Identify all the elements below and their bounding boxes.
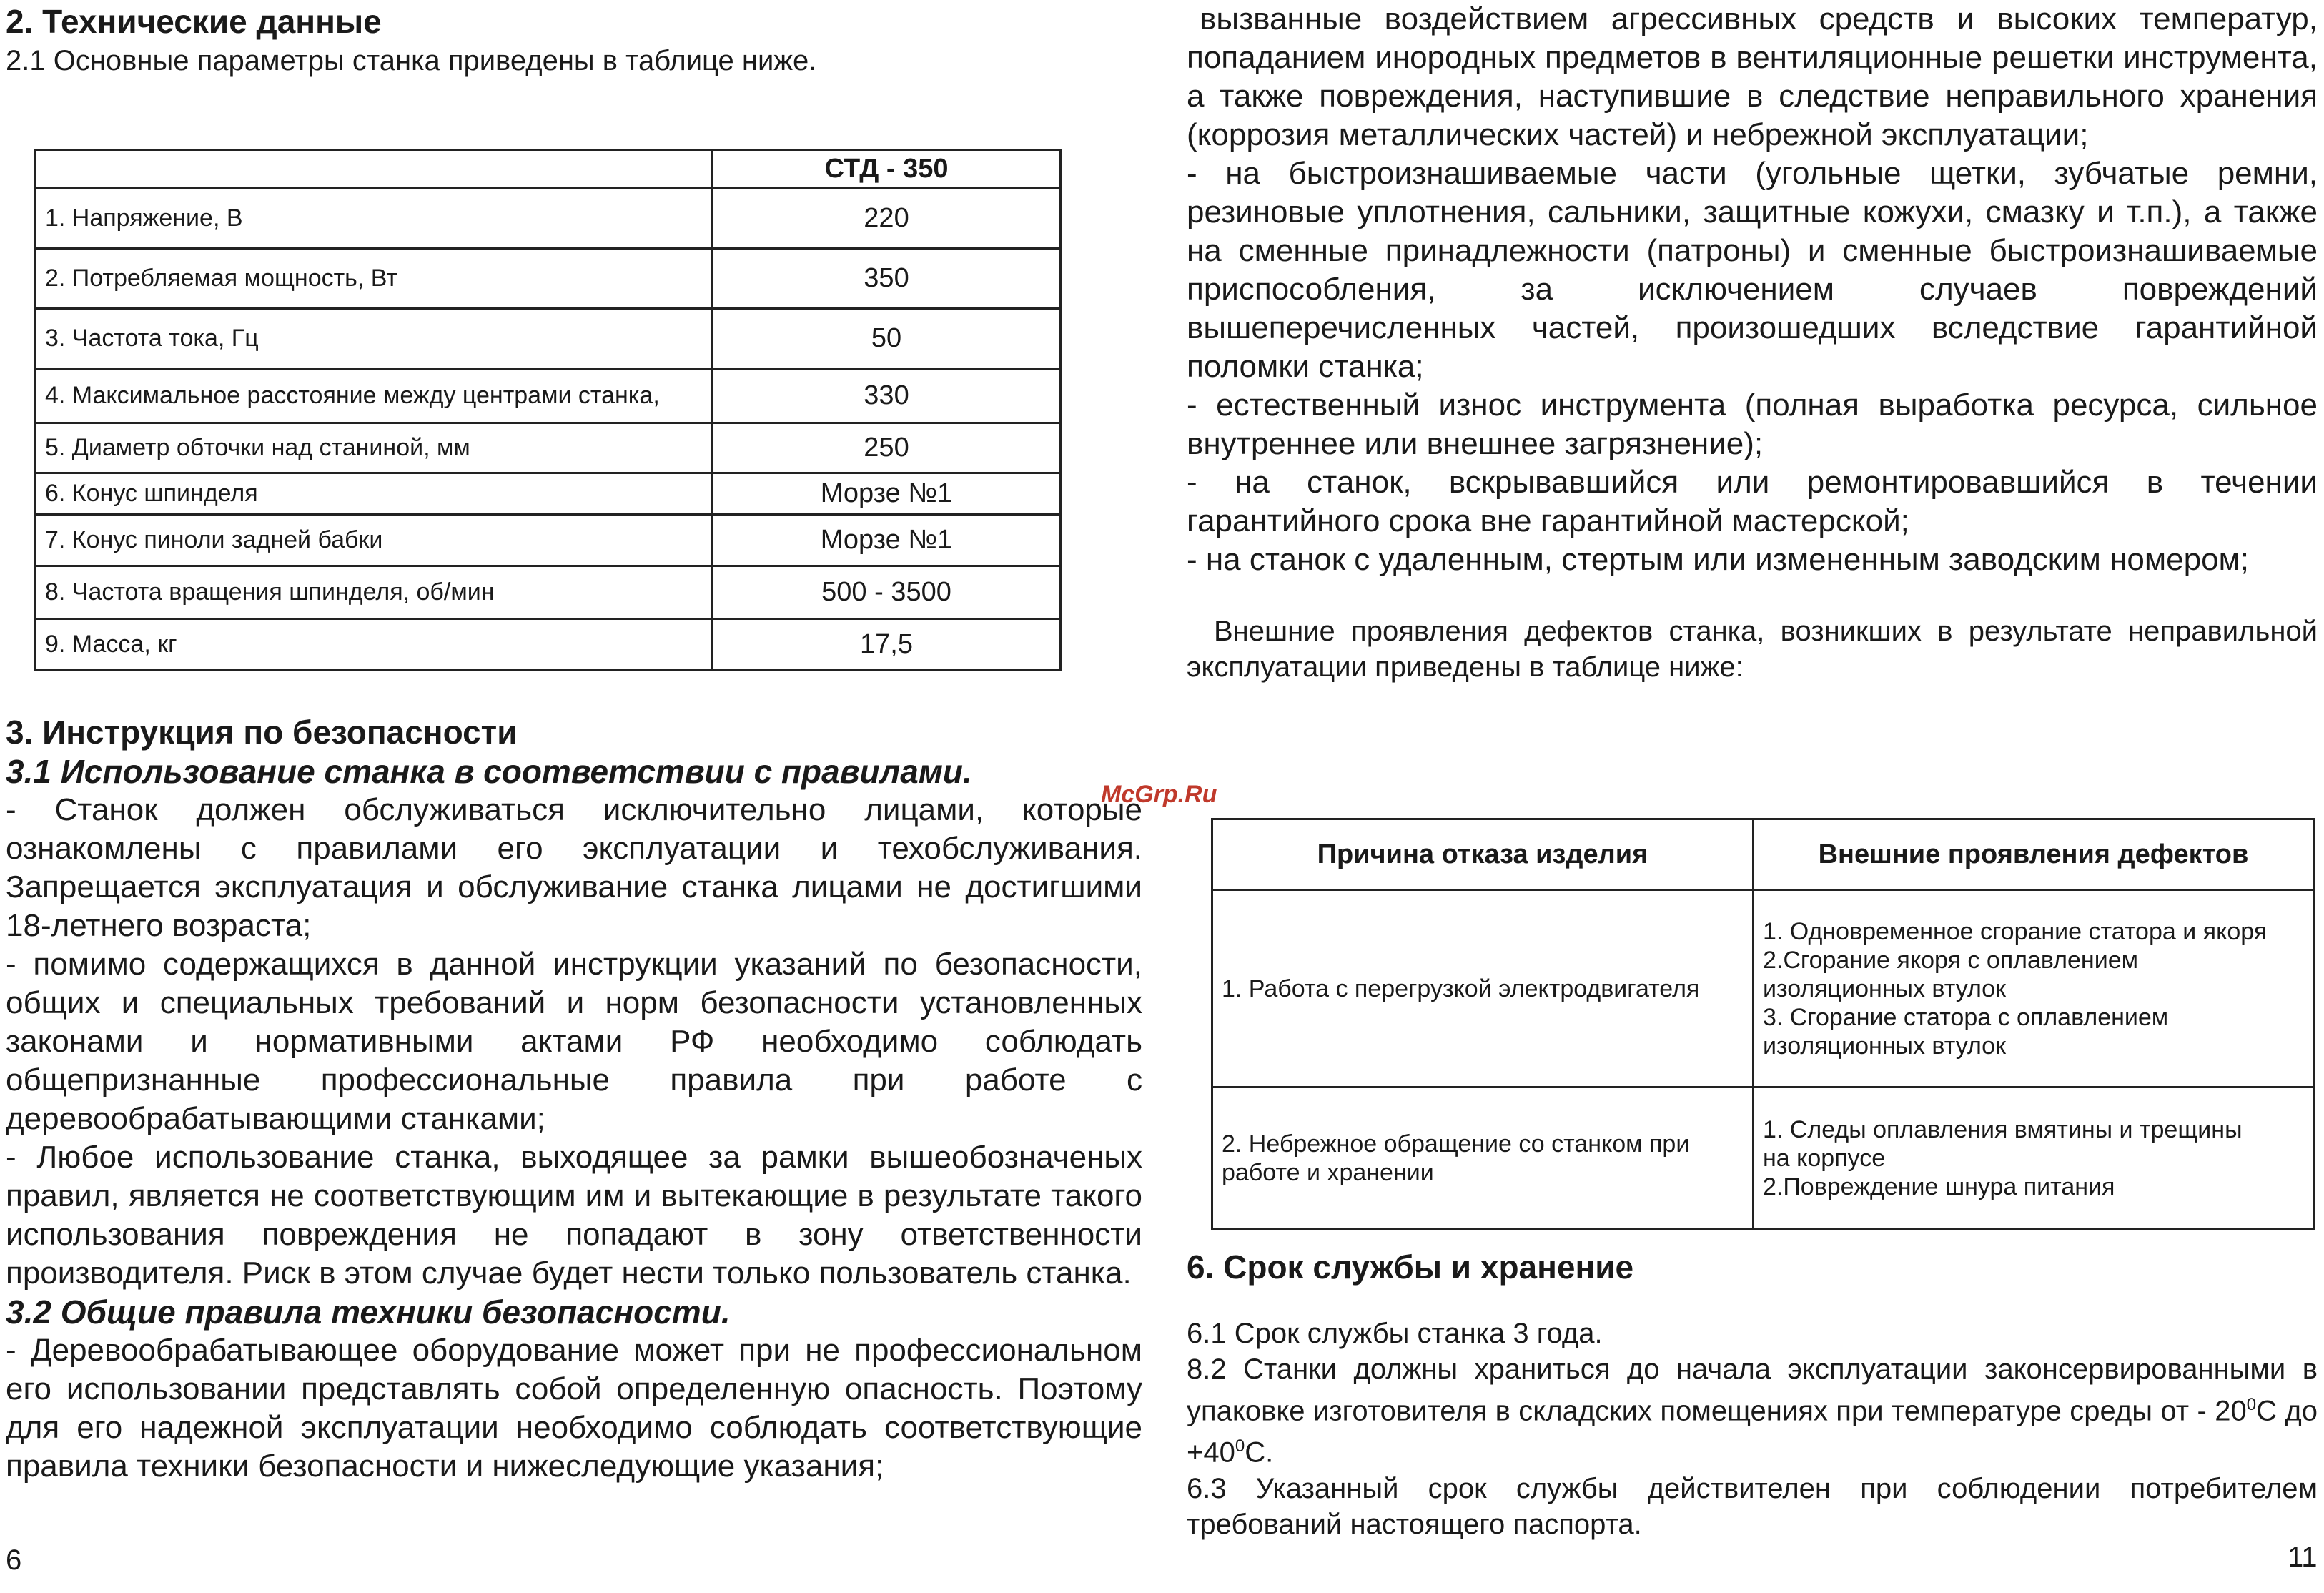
defects-col-cause: Причина отказа изделия xyxy=(1212,819,1754,890)
section-2-caption: 2.1 Основные параметры станка приведены в таблице ниже. xyxy=(6,45,817,77)
section-2-title: 2. Технические данные xyxy=(6,3,382,40)
storage-text-c: С. xyxy=(1245,1436,1274,1469)
spec-value: 220 xyxy=(713,189,1061,249)
symptom-line: 3. Сгорание статора с оплавлением xyxy=(1763,1003,2169,1031)
defects-row xyxy=(1212,1088,2314,1229)
section-6-title: 6. Срок службы и хранение xyxy=(1187,1248,1634,1286)
spec-table xyxy=(34,149,1062,671)
spec-value: 350 xyxy=(713,249,1061,309)
spec-param: 9. Масса, кг xyxy=(36,619,713,671)
paragraph: 6.3 Указанный срок службы действителен при соблюдении потребителем требований настоящего паспорта. xyxy=(1187,1472,2318,1540)
paragraph: - Любое использование станка, выходящее за рамки вышеобозначеных правил, является не соответствующим им и вытекающие в результате такого использования повреждения не попадают в зону ответственности производителя. Риск в этом случае будет нести только пользователь станка. xyxy=(6,1140,1142,1291)
paragraph: - Станок должен обслуживаться исключительно лицами, которые ознакомлены с правилами его эксплуатации и техобслуживания. Запрещается эксплуатация и обслуживание станка лицами не достигшими 18-летнего возраста; xyxy=(6,792,1142,943)
symptom-line: 2.Сгорание якоря с оплавлением xyxy=(1763,946,2138,974)
spec-header-model: СТД - 350 xyxy=(713,150,1061,189)
section-3 xyxy=(6,712,1142,1486)
symptom-line: на корпусе xyxy=(1763,1144,1886,1172)
spec-row xyxy=(36,473,1061,515)
paragraph: 6.1 Срок службы станка 3 года. xyxy=(1187,1318,1603,1349)
spec-value: 500 - 3500 xyxy=(713,566,1061,619)
spec-row xyxy=(36,515,1061,566)
defects-table xyxy=(1211,818,2315,1230)
spec-row xyxy=(36,309,1061,369)
paragraph: - естественный износ инструмента (полная выработка ресурса, сильное внутреннее или внешнее загрязнение); xyxy=(1187,388,2318,461)
spec-param: 8. Частота вращения шпинделя, об/мин xyxy=(36,566,713,619)
section-3-1-title: 3.1 Использование станка в соответствии с правилами. xyxy=(6,753,972,790)
section-6 xyxy=(1187,1247,2318,1542)
spec-param: 4. Максимальное расстояние между центрами станка, xyxy=(36,369,713,423)
symptom-line: 1. Одновременное сгорание статора и якоря xyxy=(1763,917,2268,945)
defect-cause: 2. Небрежное обращение со станком при работе и хранении xyxy=(1212,1088,1754,1229)
spec-row xyxy=(36,249,1061,309)
symptom-line: изоляционных втулок xyxy=(1763,975,2006,1002)
paragraph: - на быстроизнашиваемые части (угольные щетки, зубчатые ремни, резиновые уплотнения, сальники, защитные кожухи, смазку и т.п.), а также на сменные принадлежности (патроны) и сменные быстроизнашиваемые приспособления, за исключением случаев повреждений вышеперечисленных частей, произошедших вследствие гарантийной поломки станка; xyxy=(1187,156,2318,384)
paragraph-storage xyxy=(1187,1351,2318,1471)
defects-intro: Внешние проявления дефектов станка, возникших в результате неправильной эксплуатации приведены в таблице ниже: xyxy=(1187,616,2318,683)
spec-param: 2. Потребляемая мощность, Вт xyxy=(36,249,713,309)
paragraph: - на станок, вскрывавшийся или ремонтировавшийся в течении гарантийного срока вне гарантийной мастерской; xyxy=(1187,465,2318,538)
defects-row xyxy=(1212,890,2314,1088)
spec-value: 330 xyxy=(713,369,1061,423)
symptom-line: 1. Следы оплавления вмятины и трещины xyxy=(1763,1115,2243,1143)
defect-symptoms xyxy=(1754,1088,2314,1229)
spec-value: Морзе №1 xyxy=(713,515,1061,566)
defects-col-symptoms: Внешние проявления дефектов xyxy=(1754,819,2314,890)
spec-param: 1. Напряжение, В xyxy=(36,189,713,249)
spec-param: 5. Диаметр обточки над станиной, мм xyxy=(36,423,713,473)
spec-row xyxy=(36,423,1061,473)
spec-header-empty xyxy=(36,150,713,189)
symptom-line: 2.Повреждение шнура питания xyxy=(1763,1173,2115,1200)
spec-row xyxy=(36,619,1061,671)
storage-text-a: 8.2 Станки должны храниться до начала эксплуатации законсервированными в упаковке изготовителя в складских помещениях при температуре среды от - 20 xyxy=(1187,1353,2318,1427)
paragraph: - помимо содержащихся в данной инструкции указаний по безопасности, общих и специальных требований и норм безопасности установленных законами и нормативными актами РФ необходимо соблюдать общепризнанные профессиональные правила при работе с деревообрабатывающими станками; xyxy=(6,947,1142,1136)
degree-mark: 0 xyxy=(1235,1436,1245,1456)
symptom-line: изоляционных втулок xyxy=(1763,1032,2006,1060)
spec-row xyxy=(36,566,1061,619)
spec-table-header xyxy=(36,150,1061,189)
paragraph: - Деревообрабатывающее оборудование может при не профессиональном его использовании представлять собой определенную опасность. Поэтому для его надежной эксплуатации необходимо соблюдать соответствующие правила техники безопасности и нижеследующие указания; xyxy=(6,1333,1142,1484)
storage-text-b: С до +40 xyxy=(1187,1395,2318,1469)
degree-mark: 0 xyxy=(2246,1395,2257,1414)
warranty-exclusions xyxy=(1187,0,2318,685)
defect-cause: 1. Работа с перегрузкой электродвигателя xyxy=(1212,890,1754,1088)
spec-value: 250 xyxy=(713,423,1061,473)
paragraph: - на станок с удаленным, стертым или измененным заводским номером; xyxy=(1187,542,2250,577)
page-number-left: 6 xyxy=(6,1544,22,1576)
spec-row xyxy=(36,189,1061,249)
spec-param: 7. Конус пиноли задней бабки xyxy=(36,515,713,566)
paragraph: вызванные воздействием агрессивных средств и высоких температур, попаданием инородных предметов в вентиляционные решетки инструмента, а также повреждения, наступившие в следствие неправильного хранения (коррозия металлических частей) и небрежной эксплуатации; xyxy=(1187,1,2318,152)
section-3-title: 3. Инструкция по безопасности xyxy=(6,714,518,751)
defects-table-header xyxy=(1212,819,2314,890)
spec-value: Морзе №1 xyxy=(713,473,1061,515)
section-3-2-title: 3.2 Общие правила техники безопасности. xyxy=(6,1293,731,1331)
page-number-right: 11 xyxy=(2288,1542,2318,1573)
spec-param: 3. Частота тока, Гц xyxy=(36,309,713,369)
spec-value: 17,5 xyxy=(713,619,1061,671)
spec-row xyxy=(36,369,1061,423)
defect-symptoms xyxy=(1754,890,2314,1088)
watermark: McGrp.Ru xyxy=(1101,781,1217,808)
spec-value: 50 xyxy=(713,309,1061,369)
spec-param: 6. Конус шпинделя xyxy=(36,473,713,515)
